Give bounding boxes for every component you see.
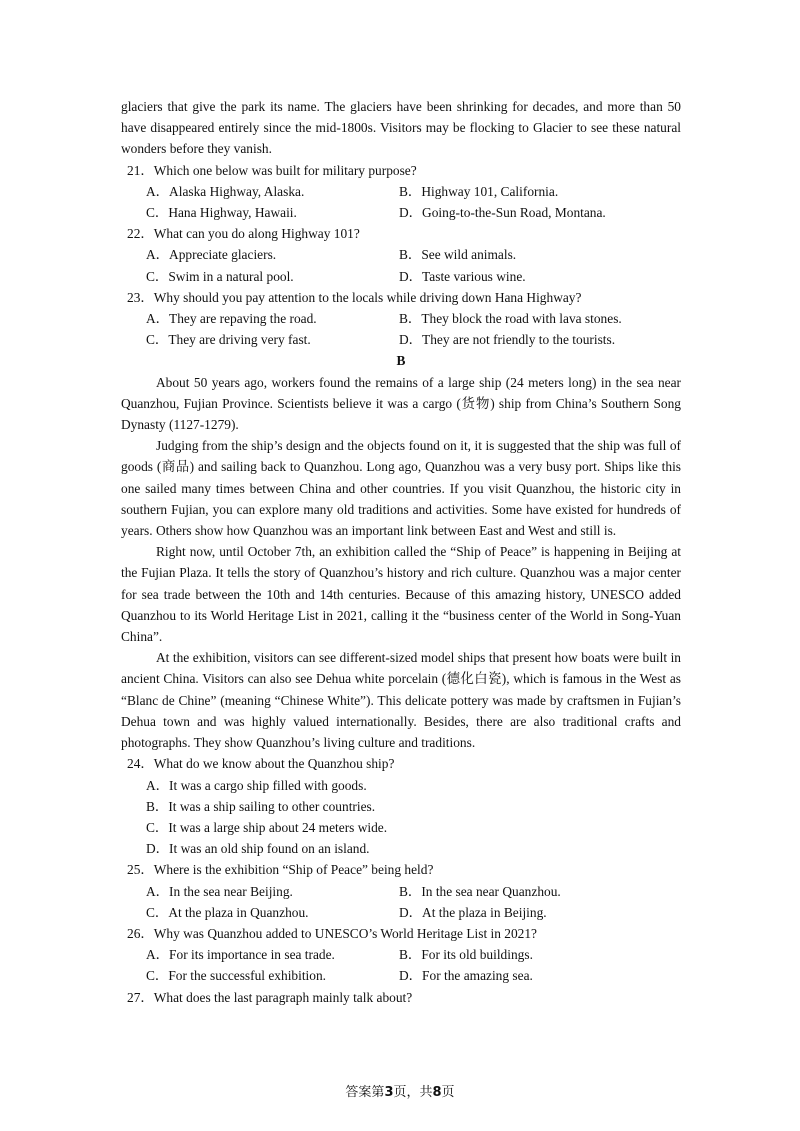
q22-option-d: D．Taste various wine. xyxy=(399,268,526,284)
footer-total-pages: 8 xyxy=(432,1085,442,1100)
q22-option-b: B．See wild animals. xyxy=(399,247,517,263)
q26-option-a: A．For its importance in sea trade. xyxy=(146,947,335,963)
footer-prefix: 答案第 xyxy=(345,1085,385,1100)
question-21: 21．Which one below was built for military purpose? xyxy=(127,162,417,178)
question-25: 25．Where is the exhibition “Ship of Peace” being held? xyxy=(127,862,434,878)
q22-option-a: A．Appreciate glaciers. xyxy=(146,247,277,263)
q24-option-a: A．It was a cargo ship filled with goods. xyxy=(146,777,367,793)
q24-option-c: C．It was a large ship about 24 meters wide. xyxy=(146,819,388,835)
q25-options-row-1 xyxy=(121,881,681,902)
footer-middle: 页，共 xyxy=(393,1085,433,1100)
q24-option-b: B．It was a ship sailing to other countries. xyxy=(146,798,376,814)
q23-options-row-2 xyxy=(121,329,681,350)
q22-option-c: C．Swim in a natural pool. xyxy=(146,268,294,284)
q21-option-a: A．Alaska Highway, Alaska. xyxy=(146,183,305,199)
question-23: 23．Why should you pay attention to the locals while driving down Hana Highway? xyxy=(127,289,582,305)
q21-option-d: D．Going-to-the-Sun Road, Montana. xyxy=(399,205,606,221)
passage-b-paragraph-1: About 50 years ago, workers found the remains of a large ship (24 meters long) in the sea near Quanzhou, Fujian Province. Scientists believe it was a cargo (货物) ship from China’s Southern Song Dynasty (1127-1279). xyxy=(121,374,681,433)
q26-option-d: D．For the amazing sea. xyxy=(399,968,533,984)
page-content xyxy=(121,96,681,1008)
q22-options-row-1 xyxy=(121,244,681,265)
q26-options-row-2 xyxy=(121,965,681,986)
q25-option-a: A．In the sea near Beijing. xyxy=(146,883,293,899)
q26-option-c: C．For the successful exhibition. xyxy=(146,968,327,984)
q23-option-d: D．They are not friendly to the tourists. xyxy=(399,332,616,348)
page-footer xyxy=(0,1081,800,1100)
q23-option-a: A．They are repaving the road. xyxy=(146,311,317,327)
question-24: 24．What do we know about the Quanzhou ship? xyxy=(127,756,395,772)
question-26: 26．Why was Quanzhou added to UNESCO’s World Heritage List in 2021? xyxy=(127,925,537,941)
q21-option-b: B．Highway 101, California. xyxy=(399,183,559,199)
q21-option-c: C．Hana Highway, Hawaii. xyxy=(146,205,297,221)
footer-page-number: 3 xyxy=(384,1085,394,1100)
footer-suffix: 页 xyxy=(441,1085,455,1100)
passage-b-paragraph-3: Right now, until October 7th, an exhibition called the “Ship of Peace” is happening in Beijing at the Fujian Plaza. It tells the story of Quanzhou’s history and rich culture. Quanzhou was a major center for sea trade between the 10th and 14th centuries. Because of this amazing history, UNESCO added Quanzhou to its World Heritage List in 2021, calling it the “business center of the World in Song-Yuan China”. xyxy=(121,544,681,645)
q25-option-b: B．In the sea near Quanzhou. xyxy=(399,883,561,899)
q26-option-b: B．For its old buildings. xyxy=(399,947,533,963)
passage-b-paragraph-2: Judging from the ship’s design and the objects found on it, it is suggested that the ship was full of goods (商品) and sailing back to Quanzhou. Long ago, Quanzhou was a very busy port. Ships like this one sailed many times between China and other countries. If you visit Quanzhou, the historic city in southern Fujian, you can explore many old traditions and activities. Some have existed for hundreds of years. Others show how Quanzhou was an important link between East and West and still is. xyxy=(121,438,681,539)
q23-options-row-1 xyxy=(121,308,681,329)
q25-options-row-2 xyxy=(121,902,681,923)
q21-options-row-2 xyxy=(121,202,681,223)
q21-options-row-1 xyxy=(121,181,681,202)
question-22: 22．What can you do along Highway 101? xyxy=(127,226,360,242)
q24-option-d: D．It was an old ship found on an island. xyxy=(146,841,370,857)
q25-option-d: D．At the plaza in Beijing. xyxy=(399,904,547,920)
q23-option-c: C．They are driving very fast. xyxy=(146,332,311,348)
passage-b-paragraph-4: At the exhibition, visitors can see different-sized model ships that present how boats were built in ancient China. Visitors can also see Dehua white porcelain (德化白瓷), which is famous in the West as “Blanc de Chine” (meaning “Chinese White”). This delicate pottery was made by craftsmen in Fujian’s Dehua town and was highly valued internationally. Besides, there are also traditional crafts and photographs. They show Quanzhou’s living culture and traditions. xyxy=(121,650,681,751)
q22-options-row-2 xyxy=(121,266,681,287)
q23-option-b: B．They block the road with lava stones. xyxy=(399,311,622,327)
passage-a-tail: glaciers that give the park its name. The glaciers have been shrinking for decades, and more than 50 have disappeared entirely since the mid-1800s. Visitors may be flocking to Glacier to see these natural wonders before they vanish. xyxy=(121,99,681,157)
section-b-title: B xyxy=(396,353,406,369)
q25-option-c: C．At the plaza in Quanzhou. xyxy=(146,904,309,920)
question-27: 27．What does the last paragraph mainly talk about? xyxy=(127,989,413,1005)
q26-options-row-1 xyxy=(121,944,681,965)
